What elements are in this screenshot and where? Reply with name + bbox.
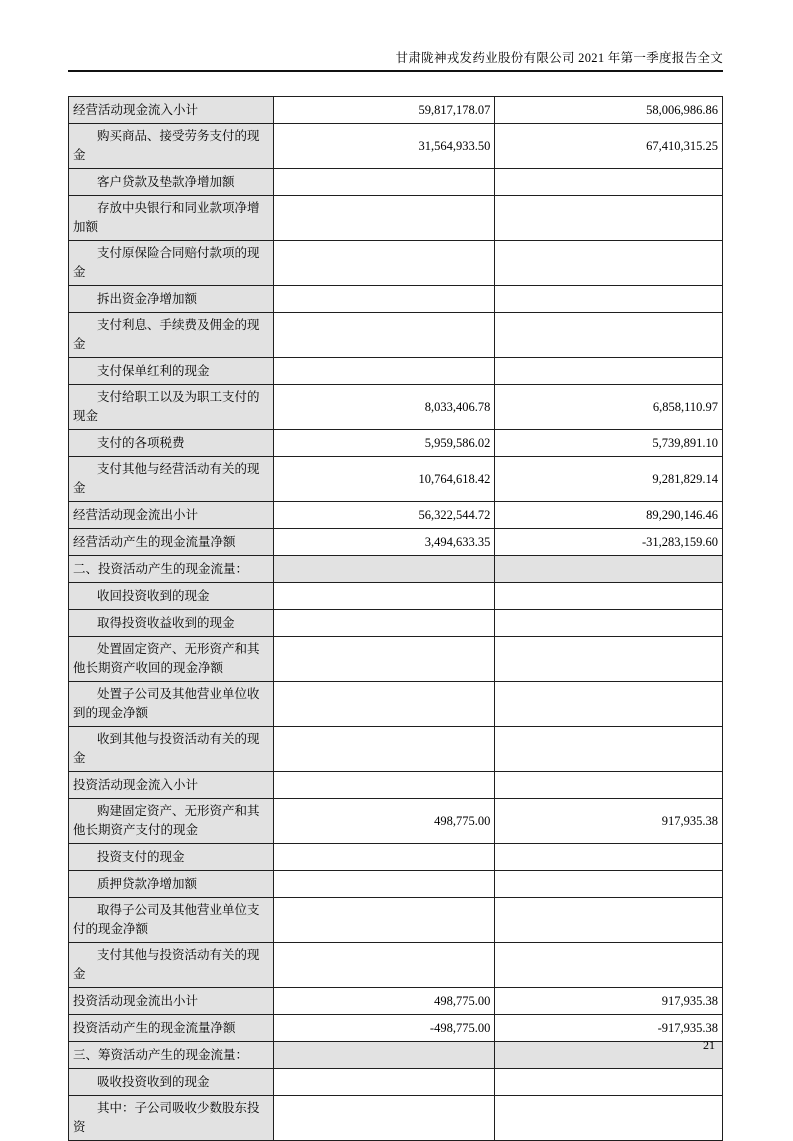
row-prior-period-value bbox=[495, 637, 723, 682]
row-label: 支付其他与经营活动有关的现金 bbox=[73, 462, 260, 495]
row-label-cell bbox=[69, 358, 274, 385]
row-label-cell bbox=[69, 97, 274, 124]
row-current-period-value bbox=[274, 727, 496, 772]
row-current-period-value: 3,494,633.35 bbox=[274, 529, 496, 556]
row-prior-period-value bbox=[495, 196, 723, 241]
row-label: 客户贷款及垫款净增加额 bbox=[97, 174, 235, 189]
row-label-cell bbox=[69, 943, 274, 988]
row-label: 经营活动现金流出小计 bbox=[73, 507, 199, 522]
row-label: 支付给职工以及为职工支付的现金 bbox=[73, 390, 260, 423]
row-label-cell bbox=[69, 556, 274, 583]
table-row bbox=[69, 556, 723, 583]
row-label: 支付的各项税费 bbox=[97, 435, 185, 450]
table-row bbox=[69, 610, 723, 637]
table-row bbox=[69, 1069, 723, 1096]
row-label: 投资支付的现金 bbox=[97, 849, 185, 864]
row-label: 取得投资收益收到的现金 bbox=[97, 615, 235, 630]
row-prior-period-value: -31,283,159.60 bbox=[495, 529, 723, 556]
row-label: 购建固定资产、无形资产和其他长期资产支付的现金 bbox=[73, 804, 260, 837]
table-row bbox=[69, 1015, 723, 1042]
row-current-period-value bbox=[274, 169, 496, 196]
row-current-period-value: 10,764,618.42 bbox=[274, 457, 496, 502]
row-current-period-value bbox=[274, 844, 496, 871]
cash-flow-statement-table bbox=[68, 96, 723, 1141]
row-label-cell bbox=[69, 385, 274, 430]
row-current-period-value: -498,775.00 bbox=[274, 1015, 496, 1042]
table-row bbox=[69, 943, 723, 988]
table-row bbox=[69, 196, 723, 241]
row-current-period-value: 56,322,544.72 bbox=[274, 502, 496, 529]
row-current-period-value bbox=[274, 556, 496, 583]
row-current-period-value bbox=[274, 610, 496, 637]
row-current-period-value bbox=[274, 313, 496, 358]
table-row bbox=[69, 988, 723, 1015]
row-label: 其中：子公司吸收少数股东投资 bbox=[73, 1101, 260, 1134]
row-label: 质押贷款净增加额 bbox=[97, 876, 198, 891]
row-current-period-value: 31,564,933.50 bbox=[274, 124, 496, 169]
table-row bbox=[69, 682, 723, 727]
row-prior-period-value bbox=[495, 286, 723, 313]
row-prior-period-value bbox=[495, 772, 723, 799]
row-label-cell bbox=[69, 799, 274, 844]
row-label: 三、筹资活动产生的现金流量： bbox=[73, 1047, 249, 1062]
row-label-cell bbox=[69, 529, 274, 556]
row-label-cell bbox=[69, 124, 274, 169]
row-label: 拆出资金净增加额 bbox=[97, 291, 198, 306]
table-row bbox=[69, 385, 723, 430]
row-current-period-value bbox=[274, 196, 496, 241]
page-number: 21 bbox=[703, 1038, 715, 1052]
row-current-period-value: 498,775.00 bbox=[274, 988, 496, 1015]
row-prior-period-value bbox=[495, 241, 723, 286]
header-divider-rule bbox=[68, 70, 723, 72]
row-prior-period-value bbox=[495, 943, 723, 988]
row-label-cell bbox=[69, 1069, 274, 1096]
row-prior-period-value bbox=[495, 313, 723, 358]
table-row bbox=[69, 124, 723, 169]
row-current-period-value bbox=[274, 943, 496, 988]
row-prior-period-value bbox=[495, 583, 723, 610]
row-prior-period-value: 67,410,315.25 bbox=[495, 124, 723, 169]
table-row bbox=[69, 898, 723, 943]
row-label: 投资活动现金流出小计 bbox=[73, 993, 199, 1008]
row-prior-period-value: 89,290,146.46 bbox=[495, 502, 723, 529]
table-row bbox=[69, 772, 723, 799]
row-label: 投资活动产生的现金流量净额 bbox=[73, 1020, 236, 1035]
row-label: 经营活动产生的现金流量净额 bbox=[73, 534, 236, 549]
table-row bbox=[69, 1096, 723, 1141]
row-prior-period-value: 5,739,891.10 bbox=[495, 430, 723, 457]
row-prior-period-value: 6,858,110.97 bbox=[495, 385, 723, 430]
row-label: 支付利息、手续费及佣金的现金 bbox=[73, 318, 260, 351]
row-label-cell bbox=[69, 844, 274, 871]
row-prior-period-value bbox=[495, 898, 723, 943]
row-label: 支付保单红利的现金 bbox=[97, 363, 210, 378]
row-label-cell bbox=[69, 682, 274, 727]
table-row bbox=[69, 529, 723, 556]
row-label: 支付原保险合同赔付款项的现金 bbox=[73, 246, 260, 279]
row-prior-period-value bbox=[495, 1096, 723, 1141]
table-row bbox=[69, 286, 723, 313]
row-label: 收回投资收到的现金 bbox=[97, 588, 210, 603]
row-current-period-value bbox=[274, 583, 496, 610]
row-label-cell bbox=[69, 610, 274, 637]
row-label: 处置子公司及其他营业单位收到的现金净额 bbox=[73, 687, 260, 720]
row-current-period-value bbox=[274, 1096, 496, 1141]
row-prior-period-value bbox=[495, 1042, 723, 1069]
table-row bbox=[69, 637, 723, 682]
table-row bbox=[69, 844, 723, 871]
table-row bbox=[69, 1042, 723, 1069]
row-current-period-value bbox=[274, 637, 496, 682]
row-label-cell bbox=[69, 313, 274, 358]
table-row bbox=[69, 799, 723, 844]
row-label-cell bbox=[69, 988, 274, 1015]
row-label: 吸收投资收到的现金 bbox=[97, 1074, 210, 1089]
report-header-title: 甘肃陇神戎发药业股份有限公司 2021 年第一季度报告全文 bbox=[395, 51, 723, 65]
row-prior-period-value bbox=[495, 682, 723, 727]
row-label: 处置固定资产、无形资产和其他长期资产收回的现金净额 bbox=[73, 642, 260, 675]
row-prior-period-value bbox=[495, 610, 723, 637]
row-current-period-value bbox=[274, 682, 496, 727]
row-current-period-value bbox=[274, 286, 496, 313]
row-label: 存放中央银行和同业款项净增加额 bbox=[73, 201, 260, 234]
row-label: 收到其他与投资活动有关的现金 bbox=[73, 732, 260, 765]
row-prior-period-value bbox=[495, 556, 723, 583]
table-row bbox=[69, 727, 723, 772]
row-label-cell bbox=[69, 1096, 274, 1141]
row-label: 购买商品、接受劳务支付的现金 bbox=[73, 129, 260, 162]
row-prior-period-value: 917,935.38 bbox=[495, 799, 723, 844]
table-row bbox=[69, 502, 723, 529]
table-row bbox=[69, 583, 723, 610]
row-label-cell bbox=[69, 502, 274, 529]
row-current-period-value bbox=[274, 241, 496, 286]
row-prior-period-value bbox=[495, 358, 723, 385]
row-current-period-value: 8,033,406.78 bbox=[274, 385, 496, 430]
table-row bbox=[69, 97, 723, 124]
row-label-cell bbox=[69, 727, 274, 772]
table-row bbox=[69, 457, 723, 502]
row-label-cell bbox=[69, 457, 274, 502]
row-label: 二、投资活动产生的现金流量： bbox=[73, 561, 249, 576]
row-label-cell bbox=[69, 169, 274, 196]
row-current-period-value bbox=[274, 1069, 496, 1096]
row-prior-period-value: 917,935.38 bbox=[495, 988, 723, 1015]
row-label: 取得子公司及其他营业单位支付的现金净额 bbox=[73, 903, 260, 936]
row-prior-period-value bbox=[495, 169, 723, 196]
table-row bbox=[69, 241, 723, 286]
row-label-cell bbox=[69, 898, 274, 943]
table-row bbox=[69, 430, 723, 457]
table-row bbox=[69, 871, 723, 898]
row-label-cell bbox=[69, 637, 274, 682]
row-label-cell bbox=[69, 583, 274, 610]
row-label-cell bbox=[69, 772, 274, 799]
row-current-period-value: 498,775.00 bbox=[274, 799, 496, 844]
row-prior-period-value bbox=[495, 844, 723, 871]
row-current-period-value: 5,959,586.02 bbox=[274, 430, 496, 457]
table-row bbox=[69, 313, 723, 358]
row-label-cell bbox=[69, 871, 274, 898]
row-label: 投资活动现金流入小计 bbox=[73, 777, 199, 792]
row-label: 经营活动现金流入小计 bbox=[73, 102, 199, 117]
table-row bbox=[69, 169, 723, 196]
row-label-cell bbox=[69, 1015, 274, 1042]
row-current-period-value bbox=[274, 898, 496, 943]
row-current-period-value bbox=[274, 871, 496, 898]
row-prior-period-value bbox=[495, 727, 723, 772]
row-prior-period-value: -917,935.38 bbox=[495, 1015, 723, 1042]
row-current-period-value bbox=[274, 358, 496, 385]
row-label-cell bbox=[69, 286, 274, 313]
row-label-cell bbox=[69, 241, 274, 286]
row-prior-period-value: 58,006,986.86 bbox=[495, 97, 723, 124]
row-current-period-value bbox=[274, 1042, 496, 1069]
row-current-period-value: 59,817,178.07 bbox=[274, 97, 496, 124]
row-prior-period-value: 9,281,829.14 bbox=[495, 457, 723, 502]
row-prior-period-value bbox=[495, 871, 723, 898]
row-label-cell bbox=[69, 1042, 274, 1069]
row-label-cell bbox=[69, 196, 274, 241]
row-label: 支付其他与投资活动有关的现金 bbox=[73, 948, 260, 981]
row-current-period-value bbox=[274, 772, 496, 799]
row-label-cell bbox=[69, 430, 274, 457]
row-prior-period-value bbox=[495, 1069, 723, 1096]
table-row bbox=[69, 358, 723, 385]
